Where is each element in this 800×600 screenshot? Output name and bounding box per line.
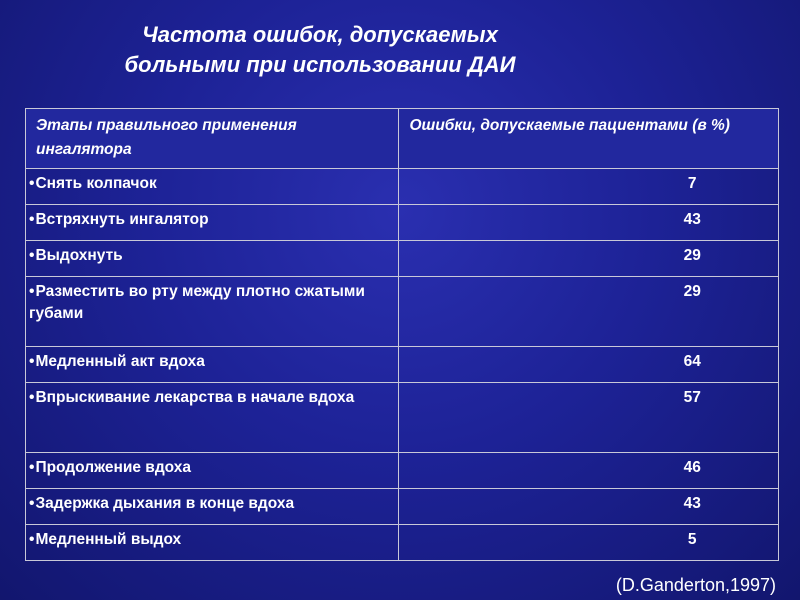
value-cell: 64 (399, 347, 779, 383)
step-cell (26, 169, 399, 205)
table-row (26, 525, 779, 561)
table-row (26, 169, 779, 205)
header-steps: Этапы правильного применения ингалятора (26, 109, 399, 169)
bullet-icon: • (29, 495, 35, 512)
bullet-icon: • (29, 459, 35, 476)
step-text: Впрыскивание лекарства в начале вдоха (35, 389, 355, 406)
table-row (26, 453, 779, 489)
step-cell (26, 525, 399, 561)
slide-title (0, 20, 640, 80)
errors-table (25, 108, 779, 561)
step-cell (26, 241, 399, 277)
table-row (26, 489, 779, 525)
table-row (26, 347, 779, 383)
title-line-2: больными при использовании ДАИ (124, 52, 516, 77)
title-line-1: Частота ошибок, допускаемых (142, 22, 498, 47)
bullet-icon: • (29, 247, 35, 264)
table-row (26, 241, 779, 277)
step-cell (26, 277, 399, 347)
value-cell: 46 (399, 453, 779, 489)
value-cell: 7 (399, 169, 779, 205)
table-row (26, 383, 779, 453)
step-text: Снять колпачок (35, 175, 157, 192)
value-cell: 43 (399, 205, 779, 241)
source-citation: (D.Ganderton,1997) (615, 575, 776, 595)
step-cell (26, 453, 399, 489)
table-row (26, 205, 779, 241)
step-cell (26, 383, 399, 453)
step-text: Продолжение вдоха (35, 459, 191, 476)
value-cell: 43 (399, 489, 779, 525)
step-cell (26, 205, 399, 241)
header-errors: Ошибки, допускаемые пациентами (в %) (399, 109, 779, 169)
step-cell (26, 489, 399, 525)
bullet-icon: • (29, 283, 35, 300)
bullet-icon: • (29, 211, 35, 228)
bullet-icon: • (29, 353, 35, 370)
value-cell: 29 (399, 277, 779, 347)
step-text: Медленный выдох (35, 531, 182, 548)
value-cell: 29 (399, 241, 779, 277)
step-text: Выдохнуть (35, 247, 123, 264)
table-row (26, 277, 779, 347)
value-cell: 5 (399, 525, 779, 561)
table-header-row (26, 109, 779, 169)
bullet-icon: • (29, 175, 35, 192)
value-cell: 57 (399, 383, 779, 453)
step-text: Разместить во рту между плотно сжатыми губами (29, 283, 365, 322)
step-cell (26, 347, 399, 383)
step-text: Встряхнуть ингалятор (35, 211, 209, 228)
step-text: Задержка дыхания в конце вдоха (35, 495, 295, 512)
step-text: Медленный акт вдоха (35, 353, 205, 370)
bullet-icon: • (29, 389, 35, 406)
bullet-icon: • (29, 531, 35, 548)
